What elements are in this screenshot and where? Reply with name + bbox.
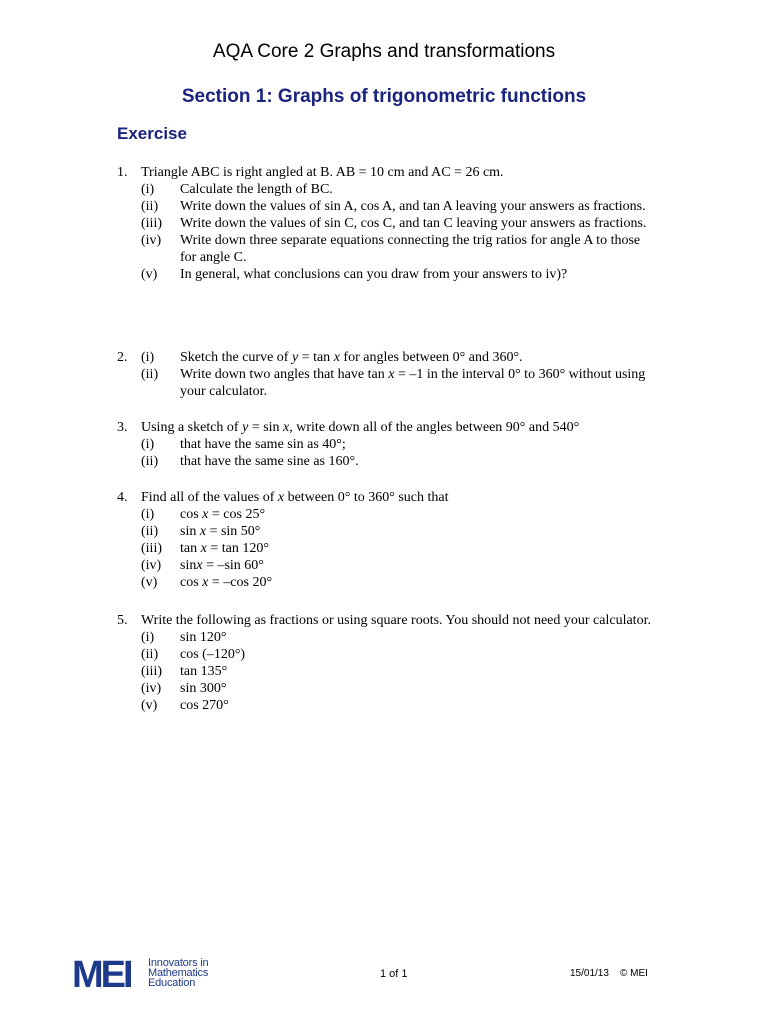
part-text: cos 270° [180, 698, 229, 713]
part-number: (iv) [141, 233, 162, 248]
part-number: (ii) [141, 367, 159, 382]
part-number: (ii) [141, 454, 159, 469]
mei-logo [72, 956, 208, 990]
part-text: that have the same sin as 40°; [180, 437, 346, 452]
question-part [141, 540, 657, 557]
part-number: (iii) [141, 541, 162, 556]
part-text: In general, what conclusions can you draw from your answers to iv)? [180, 267, 568, 282]
part-text: that have the same sine as 160°. [180, 454, 359, 469]
question-part [141, 215, 657, 232]
question-part [141, 232, 657, 266]
question-text: Find all of the values of x between 0° to 360° such that [141, 490, 449, 505]
question-part [141, 646, 657, 663]
question-part [141, 181, 657, 198]
part-text: Calculate the length of BC. [180, 182, 333, 197]
question-text: Triangle ABC is right angled at B. AB = 10 cm and AC = 26 cm. [141, 165, 504, 180]
part-number: (i) [141, 182, 155, 197]
part-number: (i) [141, 437, 155, 452]
part-number: (v) [141, 575, 158, 590]
part-text: sin 120° [180, 630, 227, 645]
part-number: (ii) [141, 647, 159, 662]
logo-line: Innovators in [148, 957, 209, 969]
part-number: (i) [141, 507, 155, 522]
question-text: Using a sketch of y = sin x, write down all of the angles between 90° and 540° [141, 420, 580, 435]
part-text: Write down the values of sin C, cos C, and tan C leaving your answers as fractions. [180, 216, 647, 231]
question-3 [117, 419, 657, 470]
question-part [141, 557, 657, 574]
question-part [141, 574, 657, 591]
mei-logo-mark [72, 956, 144, 990]
part-text: cos (–120°) [180, 647, 246, 662]
question-part [141, 506, 657, 523]
question-5 [117, 612, 657, 714]
footer-copyright: © MEI [620, 968, 648, 979]
question-number: 2. [117, 350, 128, 365]
exercise-heading: Exercise [117, 124, 187, 143]
mei-logo-mark-text: MEI [72, 956, 131, 990]
page-number: 1 of 1 [380, 968, 408, 980]
question-part [141, 366, 657, 400]
question-2 [117, 349, 657, 400]
part-text: sinx = –sin 60° [180, 558, 264, 573]
part-number: (iv) [141, 681, 162, 696]
question-part [141, 680, 657, 697]
part-number: (v) [141, 698, 158, 713]
document-title: AQA Core 2 Graphs and transformations [212, 41, 556, 62]
question-number: 4. [117, 490, 128, 505]
question-part [141, 663, 657, 680]
part-text: cos x = cos 25° [180, 507, 266, 522]
part-number: (iii) [141, 664, 162, 679]
question-number: 5. [117, 613, 128, 628]
part-number: (i) [141, 350, 155, 365]
part-number: (i) [141, 630, 155, 645]
question-number: 1. [117, 165, 128, 180]
part-text: tan 135° [180, 664, 228, 679]
question-part [141, 629, 657, 646]
question-4 [117, 489, 657, 591]
question-1 [117, 164, 657, 283]
part-number: (v) [141, 267, 158, 282]
part-number: (ii) [141, 524, 159, 539]
part-text: cos x = –cos 20° [180, 575, 273, 590]
part-text: sin x = sin 50° [180, 524, 261, 539]
question-part [141, 266, 657, 283]
footer-date: 15/01/13 [570, 968, 609, 979]
part-text: tan x = tan 120° [180, 541, 269, 556]
part-text: Write down two angles that have tan x = –1 in the interval 0° to 360° without using your calculator. [180, 367, 646, 399]
question-text: (i) Sketch the curve of y = tan x for angles between 0° and 360°. [141, 350, 523, 365]
part-text: sin 300° [180, 681, 227, 696]
part-number: (iii) [141, 216, 162, 231]
question-part [141, 198, 657, 215]
logo-line: Education [148, 977, 196, 989]
section-title: Section 1: Graphs of trigonometric functions [181, 86, 587, 107]
part-number: (ii) [141, 199, 159, 214]
question-part [141, 523, 657, 540]
mei-logo-text [148, 958, 208, 988]
question-part [141, 436, 657, 453]
question-text: Write the following as fractions or using square roots. You should not need your calculator. [141, 613, 651, 628]
question-number: 3. [117, 420, 128, 435]
question-part [141, 697, 657, 714]
logo-line: Mathematics [148, 967, 209, 979]
part-text: Write down three separate equations connecting the trig ratios for angle A to those for angle C. [180, 233, 641, 265]
part-text: Write down the values of sin A, cos A, and tan A leaving your answers as fractions. [180, 199, 646, 214]
question-part [141, 453, 657, 470]
part-number: (iv) [141, 558, 162, 573]
